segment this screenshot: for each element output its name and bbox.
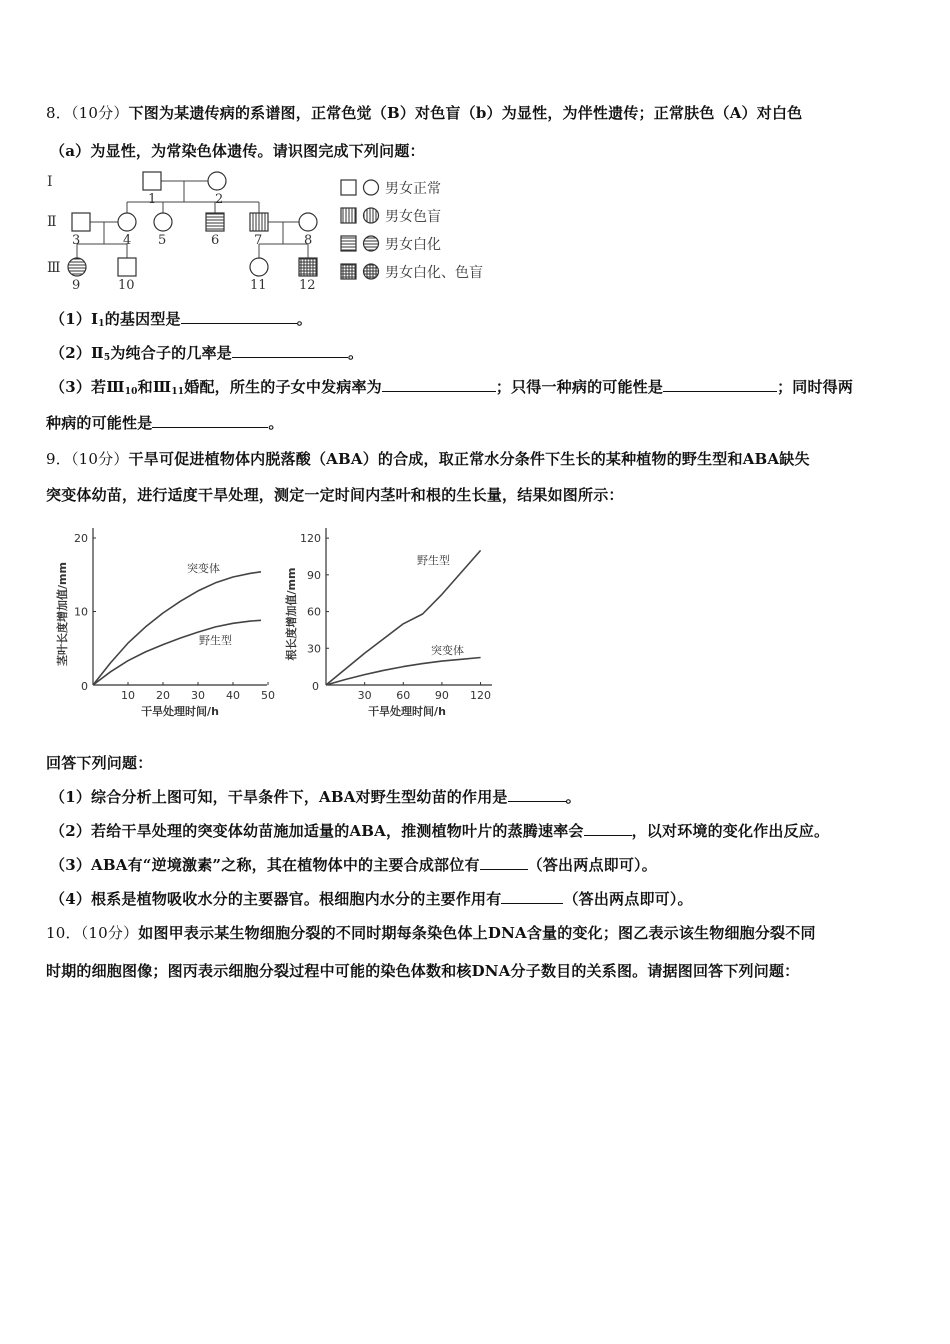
chart1-series-a-line xyxy=(93,572,261,685)
q10-score: （10分） xyxy=(80,924,139,942)
member-III12-male-albino-colorblind xyxy=(299,258,317,276)
q8-sub1-end: 。 xyxy=(296,310,312,328)
member-label-12: 12 xyxy=(299,278,316,293)
q8-sub3-a: （3）若Ⅲ xyxy=(50,378,125,396)
q8-sub1-prefix: （1）Ⅰ xyxy=(50,310,99,328)
q8-sub2-text: 为纯合子的几率是 xyxy=(110,344,232,362)
gen-label-1: Ⅰ xyxy=(47,174,53,190)
q9-score: （10分） xyxy=(70,450,129,468)
gen-label-3: Ⅲ xyxy=(47,260,61,276)
chart1-xtick-label: 50 xyxy=(261,689,275,702)
member-label-10: 10 xyxy=(118,278,135,293)
chart-root-growth xyxy=(282,522,507,727)
q8-sub1-answer-blank[interactable] xyxy=(181,309,297,324)
q8-stem-text1: 下图为某遗传病的系谱图，正常色觉（B）对色盲（b）为显性，为伴性遗传；正常肤色（A）对白色 xyxy=(128,104,803,122)
member-label-5: 5 xyxy=(158,233,167,248)
chart1-xlabel: 干旱处理时间/h xyxy=(141,705,219,718)
q8-sub1 xyxy=(50,308,312,329)
chart1-series-b-line xyxy=(93,620,261,685)
legend-female-albino-colorblind xyxy=(364,264,379,279)
q9-number: 9． xyxy=(46,450,71,468)
member-II6-male-albino xyxy=(206,213,224,231)
q8-number: 8． xyxy=(46,104,71,122)
member-label-11: 11 xyxy=(250,278,267,293)
q8-sub3-end: 。 xyxy=(268,414,284,432)
q9-sub2-end: ，以对环境的变化作出反应。 xyxy=(631,822,830,840)
chart2-xtick-label: 90 xyxy=(434,689,449,702)
q9-sub3-text: （3）ABA有“逆境激素”之称，其在植物体中的主要合成部位有 xyxy=(50,856,480,874)
member-label-8: 8 xyxy=(304,233,313,248)
member-label-3: 3 xyxy=(72,233,81,248)
q8-sub3-blank1[interactable] xyxy=(382,377,496,392)
q8-sub1-subscript: 1 xyxy=(98,319,105,329)
member-I2-female-normal xyxy=(208,172,226,190)
q10-stem-line1 xyxy=(46,922,816,943)
q8-sub1-text: 的基因型是 xyxy=(104,310,181,328)
q9-sub1 xyxy=(50,786,581,807)
chart1-label-wild: 野生型 xyxy=(199,634,232,647)
member-II5-female-normal xyxy=(154,213,172,231)
q9-sub2-text: （2）若给干旱处理的突变体幼苗施加适量的ABA，推测植物叶片的蒸腾速率会 xyxy=(50,822,584,840)
chart1-xtick-label: 20 xyxy=(156,689,170,702)
chart2-origin-label: 0 xyxy=(312,680,319,693)
legend-male-normal xyxy=(341,180,356,195)
legend-male-albino-colorblind xyxy=(341,264,356,279)
q9-answer-intro-text: 回答下列问题： xyxy=(46,754,153,772)
q9-sub1-answer-blank[interactable] xyxy=(508,787,566,802)
q9-sub4 xyxy=(50,888,693,909)
chart1-ytick-label: 10 xyxy=(74,605,88,619)
q8-sub3-line2 xyxy=(46,412,284,433)
q8-stem-line1 xyxy=(46,102,802,123)
chart2-ytick-label: 60 xyxy=(307,605,321,619)
q10-stem-text2: 时期的细胞图像；图丙表示细胞分裂过程中可能的染色体数和核DNA分子数目的关系图。请据图回答下列问题： xyxy=(46,962,800,980)
q8-sub3-b: 和Ⅲ xyxy=(137,378,172,396)
legend-female-normal xyxy=(364,180,379,195)
member-label-7: 7 xyxy=(254,233,263,248)
q9-sub1-text: （1）综合分析上图可知，干旱条件下，ABA对野生型幼苗的作用是 xyxy=(50,788,508,806)
gen-label-2: Ⅱ xyxy=(47,214,57,230)
member-II7-male-colorblind xyxy=(250,213,268,231)
q10-stem-line2 xyxy=(46,960,799,981)
q10-stem-text1: 如图甲表示某生物细胞分裂的不同时期每条染色体上DNA含量的变化；图乙表示该生物细胞分裂不同 xyxy=(138,924,816,942)
q9-sub3-answer-blank[interactable] xyxy=(480,855,528,870)
chart1-label-mutant: 突变体 xyxy=(187,562,220,575)
q8-sub3-line1 xyxy=(50,376,853,397)
q8-sub3-subscript2: 11 xyxy=(171,387,185,397)
member-label-1: 1 xyxy=(148,192,157,207)
chart2-label-mutant: 突变体 xyxy=(431,644,464,657)
q8-stem-line2 xyxy=(50,140,425,161)
legend-male-albino xyxy=(341,236,356,251)
chart1-ylabel: 茎叶长度增加值/mm xyxy=(56,562,69,666)
q8-stem-text2: （a）为显性，为常染色体遗传。请识图完成下列问题： xyxy=(50,142,425,160)
chart1-xtick-label: 10 xyxy=(121,689,135,702)
q8-sub3-d: ；只得一种病的可能性是 xyxy=(495,378,664,396)
q9-sub2-answer-blank[interactable] xyxy=(584,821,632,836)
q8-sub3-subscript1: 10 xyxy=(124,387,138,397)
member-II4-female-normal xyxy=(118,213,136,231)
q8-sub3-c: 婚配，所生的子女中发病率为 xyxy=(184,378,382,396)
legend-female-colorblind xyxy=(364,208,379,223)
chart-shoot-growth xyxy=(45,522,280,727)
chart2-xtick-label: 30 xyxy=(357,689,372,702)
q8-sub2-prefix: （2）Ⅱ xyxy=(50,344,104,362)
legend-label-colorblind: 男女色盲 xyxy=(385,209,441,225)
q9-sub3-end: （答出两点即可）。 xyxy=(527,856,657,874)
q8-sub3-line2-text: 种病的可能性是 xyxy=(46,414,153,432)
q8-score: （10分） xyxy=(70,104,129,122)
q8-sub3-blank3[interactable] xyxy=(152,413,268,428)
chart2-label-wild: 野生型 xyxy=(417,554,450,567)
legend-male-colorblind xyxy=(341,208,356,223)
q8-sub2-end: 。 xyxy=(347,344,364,362)
legend-female-albino xyxy=(364,236,379,251)
member-II3-male-normal xyxy=(72,213,90,231)
member-label-2: 2 xyxy=(215,192,224,207)
legend-label-normal: 男女正常 xyxy=(385,181,441,197)
member-I1-male-normal xyxy=(143,172,161,190)
q9-stem-text2: 突变体幼苗，进行适度干旱处理，测定一定时间内茎叶和根的生长量，结果如图所示： xyxy=(46,486,624,504)
chart2-series-b-line xyxy=(326,658,481,686)
q9-sub1-end: 。 xyxy=(565,788,581,806)
q9-sub4-text: （4）根系是植物吸收水分的主要器官。根细胞内水分的主要作用有 xyxy=(50,890,502,908)
member-label-9: 9 xyxy=(72,278,81,293)
chart2-ylabel: 根长度增加值/mm xyxy=(285,567,298,661)
chart2-ytick-label: 120 xyxy=(300,532,321,546)
q9-stem-text1: 干旱可促进植物体内脱落酸（ABA）的合成，取正常水分条件下生长的某种植物的野生型和ABA缺失 xyxy=(128,450,810,468)
q8-sub2-answer-blank[interactable] xyxy=(232,343,348,358)
chart1-origin-label: 0 xyxy=(81,680,88,693)
chart1-xtick-label: 30 xyxy=(191,689,205,702)
member-label-6: 6 xyxy=(211,233,220,248)
member-II8-female-normal xyxy=(299,213,317,231)
chart1-ytick-label: 20 xyxy=(74,532,88,545)
q8-sub2 xyxy=(50,342,363,363)
q8-sub3-blank2[interactable] xyxy=(663,377,777,392)
chart2-xtick-label: 60 xyxy=(396,689,411,702)
q9-answer-intro xyxy=(46,752,152,773)
q9-sub2 xyxy=(50,820,829,841)
chart1-xtick-label: 40 xyxy=(226,689,240,702)
legend-label-both: 男女白化、色盲 xyxy=(385,265,483,281)
chart2-ytick-label: 30 xyxy=(307,642,321,656)
q10-number: 10． xyxy=(46,924,81,942)
chart2-ytick-label: 90 xyxy=(307,568,321,582)
member-III10-male-normal xyxy=(118,258,136,276)
q9-sub3 xyxy=(50,854,657,875)
q8-sub3-e: ；同时得两 xyxy=(777,378,854,396)
chart2-series-a-line xyxy=(326,550,481,685)
q9-stem-line1 xyxy=(46,448,810,469)
member-III9-female-albino xyxy=(68,258,86,276)
member-III11-female-normal xyxy=(250,258,268,276)
q9-sub4-answer-blank[interactable] xyxy=(501,889,563,904)
legend-label-albino: 男女白化 xyxy=(385,237,441,253)
pedigree-figure xyxy=(45,168,515,298)
chart2-xlabel: 干旱处理时间/h xyxy=(368,705,446,718)
q9-stem-line2 xyxy=(46,484,624,505)
q8-sub2-subscript: 5 xyxy=(103,353,111,363)
q9-sub4-end: （答出两点即可）。 xyxy=(563,890,693,908)
member-label-4: 4 xyxy=(123,233,132,248)
chart2-xtick-label: 120 xyxy=(470,689,492,702)
